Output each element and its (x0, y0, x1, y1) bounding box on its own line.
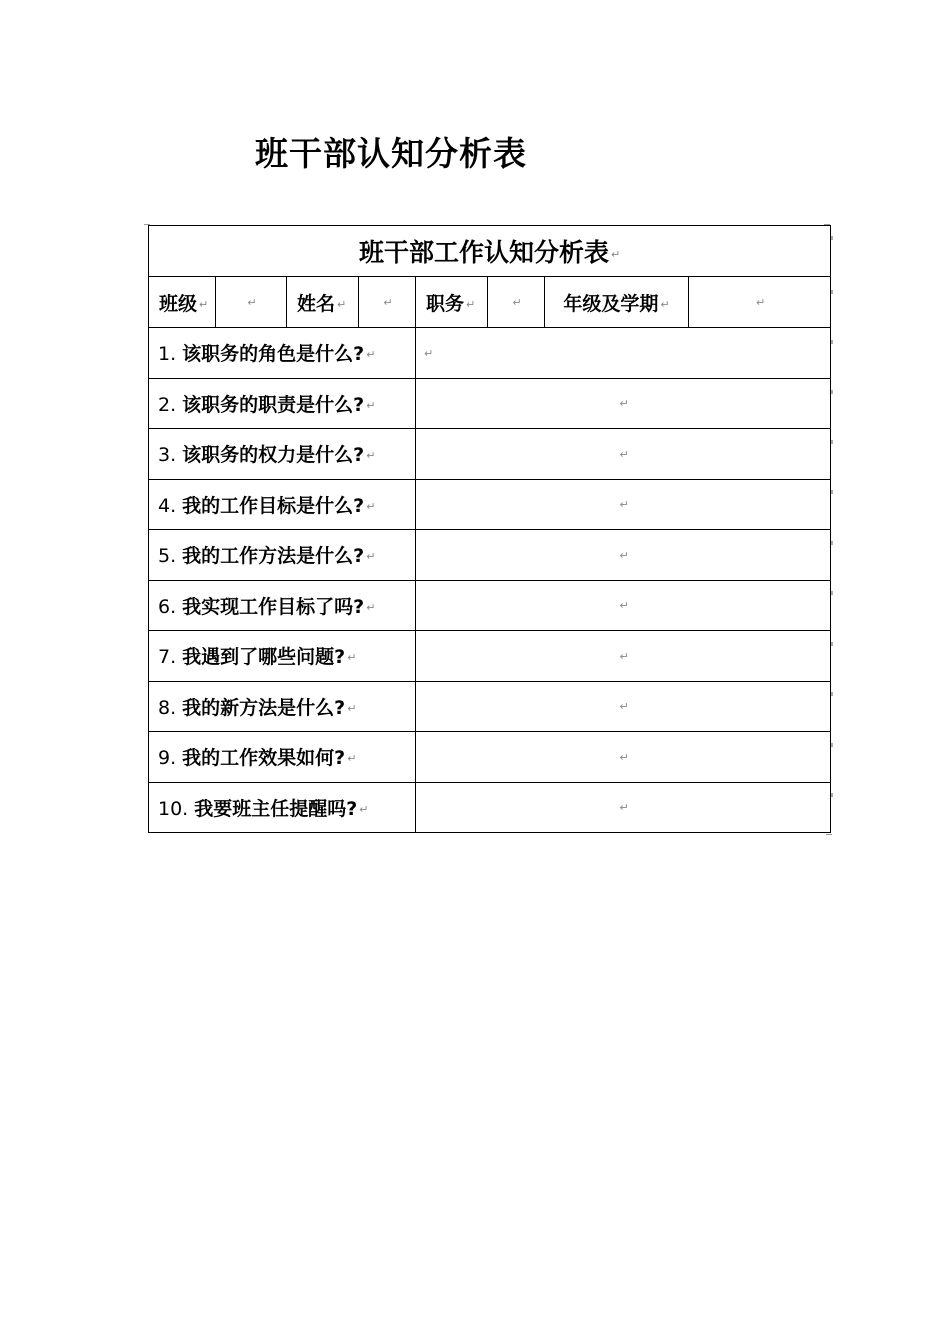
question-cell (149, 378, 416, 429)
answer-cell[interactable] (416, 631, 831, 682)
answer-cell[interactable] (416, 732, 831, 783)
class-value-cell[interactable] (216, 277, 287, 328)
paragraph-mark-icon: ↵ (619, 801, 629, 815)
question-text: 我遇到了哪些问题? (182, 646, 346, 669)
question-cell (149, 631, 416, 682)
paragraph-mark-icon: ↵ (466, 297, 476, 311)
question-number: 6. (158, 595, 183, 618)
paragraph-mark-icon: ↵ (619, 750, 629, 764)
paragraph-mark-icon: ↵ (755, 296, 766, 309)
paragraph-mark-icon: ↵ (512, 296, 522, 309)
table-row (149, 378, 831, 429)
paragraph-mark-icon: ↵ (619, 599, 629, 613)
answer-cell[interactable] (416, 580, 831, 631)
paragraph-mark-icon: ↵ (347, 701, 357, 715)
question-number: 10. (158, 797, 195, 820)
answer-cell[interactable] (416, 782, 831, 833)
answer-cell[interactable] (416, 378, 831, 429)
paragraph-mark-icon: ↵ (619, 649, 629, 663)
question-text: 该职务的角色是什么? (182, 343, 365, 366)
row-end-mark (831, 236, 833, 240)
question-text: 我的工作方法是什么? (182, 545, 365, 568)
paragraph-mark-icon: ↵ (366, 398, 376, 412)
name-label-cell (287, 277, 359, 328)
question-number: 3. (158, 444, 183, 467)
question-number: 7. (158, 646, 183, 669)
question-cell (149, 782, 416, 833)
analysis-table-container (148, 225, 830, 833)
paragraph-mark-icon: ↵ (199, 297, 209, 311)
question-text: 我的工作目标是什么? (182, 494, 365, 517)
position-label-cell (416, 277, 488, 328)
name-value-cell[interactable] (359, 277, 416, 328)
row-end-mark (831, 440, 833, 444)
question-number: 1. (158, 343, 183, 366)
paragraph-mark-icon: ↵ (424, 346, 434, 360)
document-title: 班干部认知分析表 (255, 134, 527, 173)
grade-term-label-cell (545, 277, 689, 328)
table-row (149, 681, 831, 732)
answer-cell[interactable] (416, 479, 831, 530)
paragraph-mark-icon: ↵ (347, 752, 357, 766)
paragraph-mark-icon: ↵ (366, 550, 376, 564)
paragraph-mark-icon: ↵ (660, 297, 670, 311)
paragraph-mark-icon: ↵ (337, 297, 347, 311)
table-row (149, 429, 831, 480)
table-corner-mark (826, 834, 832, 835)
question-cell (149, 530, 416, 581)
table-header-row (149, 277, 831, 328)
paragraph-mark-icon: ↵ (619, 498, 629, 512)
answer-cell[interactable] (416, 530, 831, 581)
paragraph-mark-icon: ↵ (383, 296, 393, 309)
row-end-mark (831, 743, 833, 747)
paragraph-mark-icon: ↵ (247, 296, 257, 309)
row-end-mark (831, 642, 833, 646)
row-end-mark (831, 541, 833, 545)
position-value-cell[interactable] (488, 277, 545, 328)
question-cell (149, 479, 416, 530)
paragraph-mark-icon: ↵ (610, 247, 621, 261)
paragraph-mark-icon: ↵ (619, 700, 629, 714)
row-end-mark (831, 692, 833, 696)
table-row (149, 732, 831, 783)
question-cell (149, 328, 416, 379)
question-cell (149, 580, 416, 631)
answer-cell[interactable] (416, 681, 831, 732)
table-row (149, 479, 831, 530)
class-label: 班级 (159, 292, 198, 315)
table-row (149, 580, 831, 631)
question-text: 我的新方法是什么? (182, 696, 346, 719)
question-text: 该职务的职责是什么? (182, 393, 365, 416)
paragraph-mark-icon: ↵ (619, 397, 629, 411)
paragraph-mark-icon: ↵ (366, 499, 376, 513)
table-title: 班干部工作认知分析表 (358, 238, 609, 267)
row-end-mark (831, 591, 833, 595)
table-title-cell (149, 226, 831, 277)
position-label: 职务 (426, 292, 465, 315)
question-number: 5. (158, 545, 183, 568)
paragraph-mark-icon: ↵ (366, 449, 376, 463)
question-number: 8. (158, 696, 183, 719)
question-number: 2. (158, 393, 183, 416)
question-cell (149, 732, 416, 783)
table-row (149, 782, 831, 833)
row-end-mark (831, 490, 833, 494)
question-cell (149, 681, 416, 732)
question-text: 我要班主任提醒吗? (194, 797, 358, 820)
table-title-row (149, 226, 831, 277)
analysis-table (148, 225, 831, 833)
name-label: 姓名 (297, 292, 336, 315)
paragraph-mark-icon: ↵ (619, 447, 629, 461)
row-end-mark (831, 290, 833, 294)
question-number: 4. (158, 494, 183, 517)
question-text: 该职务的权力是什么? (182, 444, 365, 467)
question-text: 我实现工作目标了吗? (182, 595, 365, 618)
grade-term-label: 年级及学期 (563, 292, 659, 315)
paragraph-mark-icon: ↵ (366, 348, 376, 362)
paragraph-mark-icon: ↵ (619, 548, 629, 562)
paragraph-mark-icon: ↵ (359, 802, 369, 816)
table-row (149, 328, 831, 379)
row-end-mark (831, 390, 833, 394)
question-text: 我的工作效果如何? (182, 747, 346, 770)
row-end-mark (831, 340, 833, 344)
table-row (149, 530, 831, 581)
answer-cell[interactable] (416, 429, 831, 480)
answer-cell[interactable] (416, 328, 831, 379)
question-number: 9. (158, 747, 183, 770)
class-label-cell (149, 277, 216, 328)
paragraph-mark-icon: ↵ (347, 651, 357, 665)
paragraph-mark-icon: ↵ (366, 600, 376, 614)
grade-term-value-cell[interactable] (689, 277, 831, 328)
row-end-mark (831, 793, 833, 797)
table-row (149, 631, 831, 682)
question-cell (149, 429, 416, 480)
